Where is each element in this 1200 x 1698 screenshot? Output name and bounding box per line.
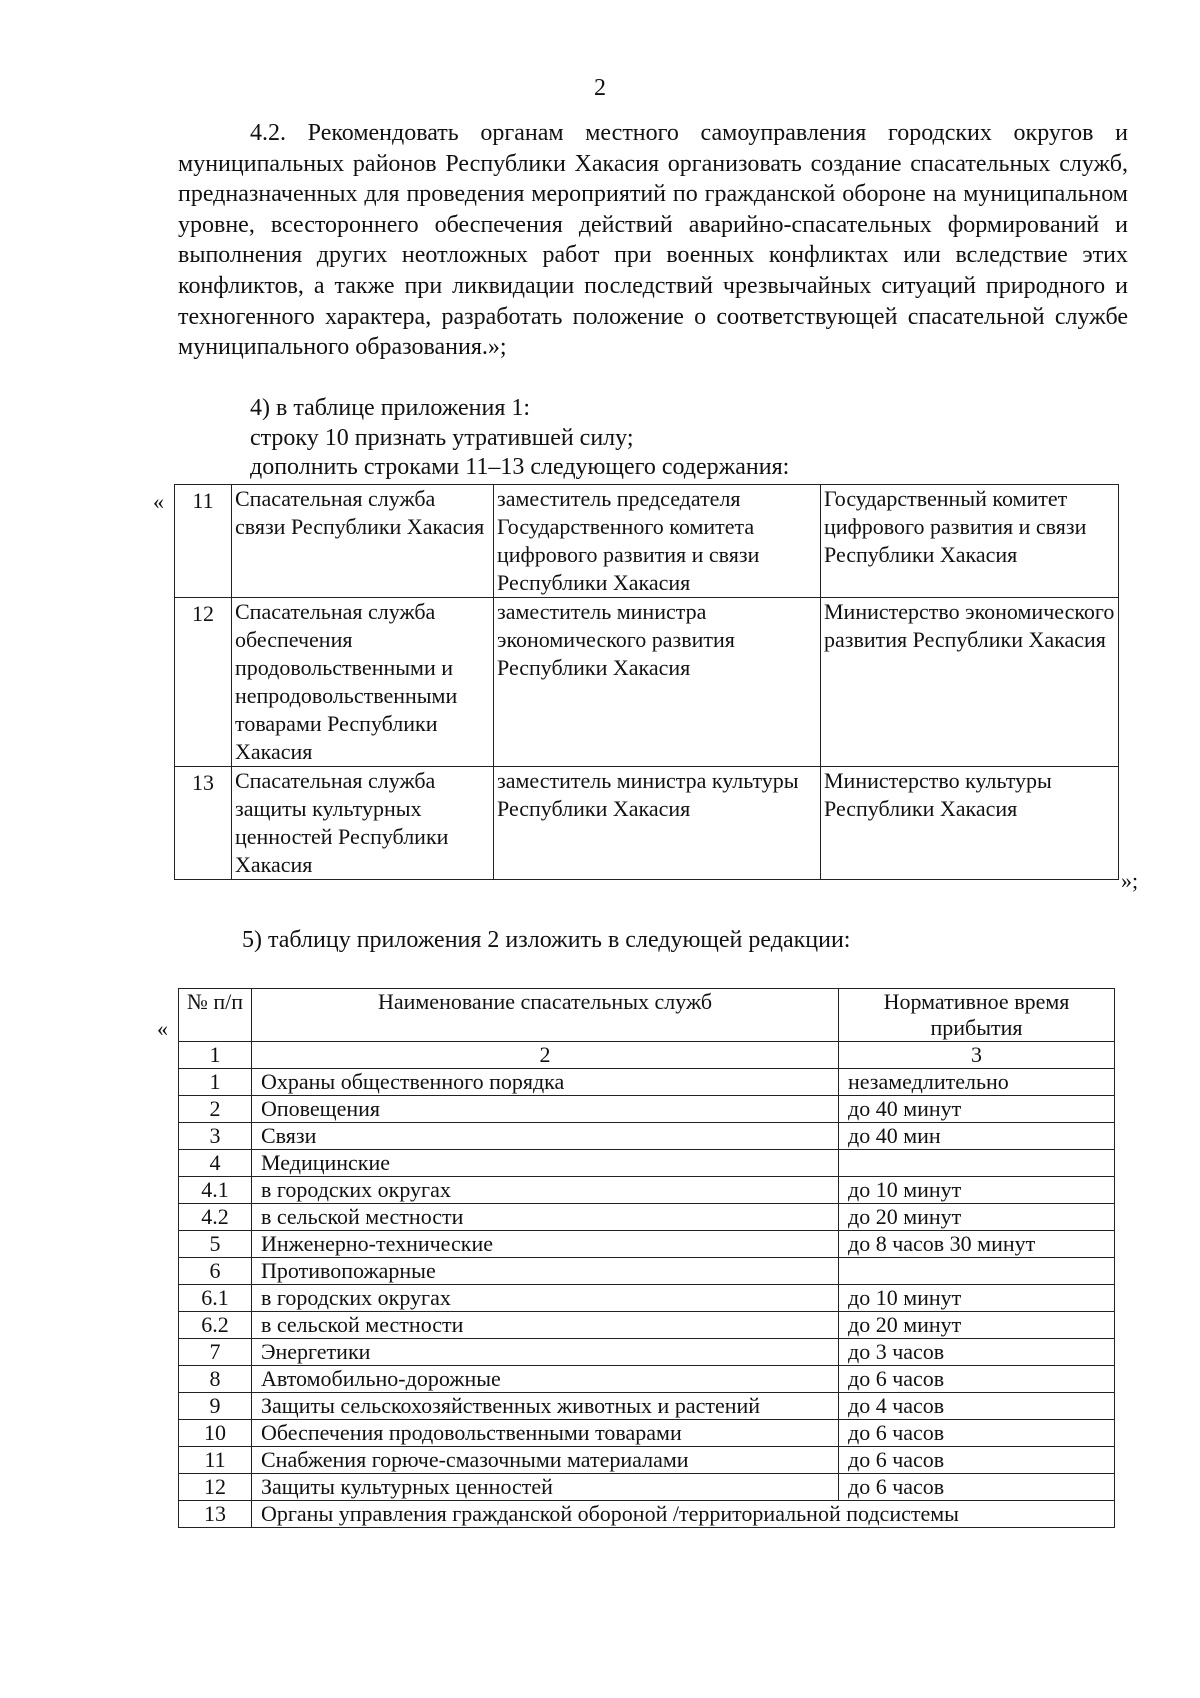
header-arrival-time: Нормативное время прибытия — [839, 989, 1115, 1042]
table-row — [179, 1420, 1115, 1447]
column-number: 3 — [839, 1042, 1115, 1069]
column-numbers-row — [179, 1042, 1115, 1069]
row-number: 5 — [179, 1231, 252, 1258]
row-number: 4.1 — [179, 1177, 252, 1204]
service-name: в сельской местности — [252, 1204, 839, 1231]
table-row — [179, 1285, 1115, 1312]
arrival-time: до 40 минут — [839, 1096, 1115, 1123]
arrival-time: до 4 часов — [839, 1393, 1115, 1420]
service-name: в городских округах — [252, 1285, 839, 1312]
row-number: 3 — [179, 1123, 252, 1150]
row-number: 2 — [179, 1096, 252, 1123]
arrival-time: до 6 часов — [839, 1366, 1115, 1393]
row-number: 13 — [175, 767, 232, 880]
service-name: Инженерно-технические — [252, 1231, 839, 1258]
appendix-1-table — [174, 484, 1119, 880]
service-name: Связи — [252, 1123, 839, 1150]
service-name: Оповещения — [252, 1096, 839, 1123]
row-number: 4.2 — [179, 1204, 252, 1231]
service-name: Охраны общественного порядка — [252, 1069, 839, 1096]
service-name: Снабжения горюче-смазочными материалами — [252, 1447, 839, 1474]
table-row — [179, 1204, 1115, 1231]
table-row — [179, 1339, 1115, 1366]
row-number: 8 — [179, 1366, 252, 1393]
table-row — [175, 598, 1119, 767]
service-name: Защиты сельскохозяйственных животных и растений — [252, 1393, 839, 1420]
close-quote-1: »; — [1121, 868, 1139, 893]
service-name: Спасательная служба защиты культурных ценностей Республики Хакасия — [232, 767, 494, 880]
header-service-name: Наименование спасательных служб — [252, 989, 839, 1042]
column-number: 2 — [252, 1042, 839, 1069]
arrival-time: незамедлительно — [839, 1069, 1115, 1096]
appendix-2-table — [178, 988, 1115, 1528]
item-4-line-b: дополнить строками 11–13 следующего содержания: — [250, 454, 790, 480]
row-number: 13 — [179, 1501, 252, 1528]
item-5-intro: 5) таблицу приложения 2 изложить в следующей редакции: — [242, 927, 851, 953]
service-head: заместитель министра экономического развития Республики Хакасия — [494, 598, 821, 767]
page-number: 2 — [594, 75, 606, 101]
arrival-time — [839, 1258, 1115, 1285]
arrival-time: до 6 часов — [839, 1447, 1115, 1474]
service-head: заместитель министра культуры Республики Хакасия — [494, 767, 821, 880]
table-row — [179, 1312, 1115, 1339]
service-name: Органы управления гражданской обороной /территориальной подсистемы — [252, 1501, 1115, 1528]
arrival-time — [839, 1150, 1115, 1177]
table-row — [179, 1150, 1115, 1177]
table-row — [179, 1258, 1115, 1285]
row-number: 7 — [179, 1339, 252, 1366]
header-number: № п/п — [179, 989, 252, 1042]
row-number: 10 — [179, 1420, 252, 1447]
table-row — [179, 1123, 1115, 1150]
row-number: 12 — [175, 598, 232, 767]
arrival-time: до 40 мин — [839, 1123, 1115, 1150]
arrival-time: до 6 часов — [839, 1474, 1115, 1501]
open-quote-2: « — [157, 1016, 168, 1041]
table-row — [179, 1069, 1115, 1096]
service-name: Защиты культурных ценностей — [252, 1474, 839, 1501]
row-number: 11 — [179, 1447, 252, 1474]
arrival-time: до 3 часов — [839, 1339, 1115, 1366]
service-name: Автомобильно-дорожные — [252, 1366, 839, 1393]
service-name: Спасательная служба обеспечения продовольственными и непродовольственными товарами Республики Хакасия — [232, 598, 494, 767]
item-4-intro: 4) в таблице приложения 1: — [250, 395, 531, 421]
arrival-time: до 10 минут — [839, 1177, 1115, 1204]
row-number: 1 — [179, 1069, 252, 1096]
arrival-time: до 6 часов — [839, 1420, 1115, 1447]
arrival-time: до 20 минут — [839, 1204, 1115, 1231]
service-name: Противопожарные — [252, 1258, 839, 1285]
table-row — [179, 1474, 1115, 1501]
arrival-time: до 10 минут — [839, 1285, 1115, 1312]
row-number: 4 — [179, 1150, 252, 1177]
table-header-row — [179, 989, 1115, 1042]
row-number: 6 — [179, 1258, 252, 1285]
service-organization: Министерство культуры Республики Хакасия — [821, 767, 1119, 880]
service-name: в сельской местности — [252, 1312, 839, 1339]
item-4-line-a: строку 10 признать утратившей силу; — [250, 425, 634, 451]
row-number: 6.1 — [179, 1285, 252, 1312]
table-row — [179, 1366, 1115, 1393]
arrival-time: до 20 минут — [839, 1312, 1115, 1339]
service-name: в городских округах — [252, 1177, 839, 1204]
table-row — [179, 1096, 1115, 1123]
table-row — [179, 1177, 1115, 1204]
service-name: Энергетики — [252, 1339, 839, 1366]
row-number: 6.2 — [179, 1312, 252, 1339]
service-name: Медицинские — [252, 1150, 839, 1177]
paragraph-4-2: 4.2. Рекомендовать органам местного самоуправления городских округов и муниципальных районов Республики Хакасия организовать создание спасательных служб, предназначенных для проведения мероприятий по гражданской обороне на муниципальном уровне, всестороннего обеспечения действий аварийно-спасательных формирований и выполнения других неотложных работ при военных конфликтах или вследствие этих конфликтов, а также при ликвидации последствий чрезвычайных ситуаций природного и техногенного характера, разработать положение о соответствующей спасательной службе муниципального образования.»; — [178, 120, 1128, 361]
open-quote-1: « — [153, 489, 164, 514]
service-name: Обеспечения продовольственными товарами — [252, 1420, 839, 1447]
column-number: 1 — [179, 1042, 252, 1069]
table-row — [179, 1501, 1115, 1528]
table-row — [175, 767, 1119, 880]
row-number: 9 — [179, 1393, 252, 1420]
row-number: 12 — [179, 1474, 252, 1501]
arrival-time: до 8 часов 30 минут — [839, 1231, 1115, 1258]
service-name: Спасательная служба связи Республики Хакасия — [232, 485, 494, 598]
row-number: 11 — [175, 485, 232, 598]
table-row — [175, 485, 1119, 598]
table-row — [179, 1393, 1115, 1420]
table-row — [179, 1231, 1115, 1258]
service-head: заместитель председателя Государственного комитета цифрового развития и связи Республики Хакасия — [494, 485, 821, 598]
service-organization: Министерство экономического развития Республики Хакасия — [821, 598, 1119, 767]
service-organization: Государственный комитет цифрового развития и связи Республики Хакасия — [821, 485, 1119, 598]
table-row — [179, 1447, 1115, 1474]
